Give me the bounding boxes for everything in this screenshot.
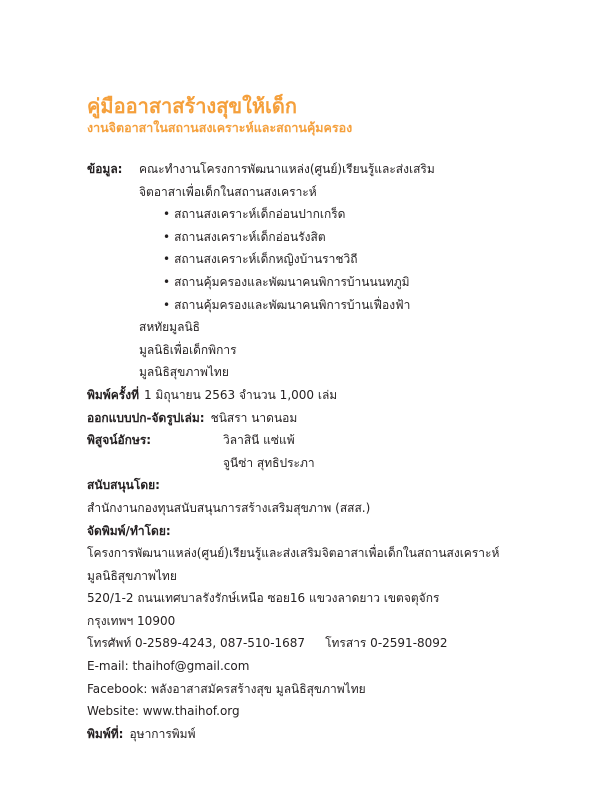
print-edition-row — [87, 384, 587, 407]
print-edition-value: 1 มิถุนายน 2563 จำนวน 1,000 เล่ม — [143, 387, 338, 402]
publisher-email: E-mail: thaihof@gmail.com — [87, 659, 250, 674]
publisher-label: จัดพิมพ์/ทำโดย: — [87, 523, 171, 538]
proofread-name-2: จูนีซ่า สุทธิประภา — [223, 455, 315, 470]
info-line-2: จิตอาสาเพื่อเด็กในสถานสงเคราะห์ — [139, 184, 317, 199]
bullet-item: • สถานสงเคราะห์เด็กอ่อนปากเกร็ด — [163, 203, 345, 226]
printer-label: พิมพ์ที่: — [87, 726, 124, 741]
bullet-item: • สถานคุ้มครองและพัฒนาคนพิการบ้านเฟื่องฟ้า — [163, 294, 410, 317]
publisher-phone: โทรศัพท์ 0-2589-4243, 087-510-1687 — [87, 636, 306, 651]
sponsor-value: สำนักงานกองทุนสนับสนุนการสร้างเสริมสุขภาพ (สสส.) — [87, 500, 371, 515]
design-value: ชนิสรา นาดนอม — [210, 410, 298, 425]
bullet-item: • สถานสงเคราะห์เด็กหญิงบ้านราชวิถี — [163, 248, 358, 271]
publisher-website: Website: www.thaihof.org — [87, 704, 240, 719]
proofread-label: พิสูจน์อักษร: — [87, 433, 152, 448]
org-item: สหทัยมูลนิธิ — [139, 320, 200, 335]
proofread-row — [87, 429, 587, 452]
org-item: มูลนิธิเพื่อเด็กพิการ — [139, 342, 237, 357]
proofread-name-1: วิลาสินี แซ่แพ้ — [223, 433, 295, 448]
org-item: มูลนิธิสุขภาพไทย — [139, 365, 229, 380]
design-row — [87, 407, 587, 430]
publisher-fax: โทรสาร 0-2591-8092 — [325, 636, 448, 651]
publisher-address-2: กรุงเทพฯ 10900 — [87, 613, 176, 628]
printer-value: อุษาการพิมพ์ — [129, 726, 196, 741]
colophon-page — [87, 94, 587, 745]
info-section — [87, 158, 587, 745]
book-subtitle: งานจิตอาสาในสถานสงเคราะห์และสถานคุ้มครอง — [87, 120, 353, 135]
design-label: ออกแบบปก-จัดรูปเล่ม: — [87, 410, 205, 425]
bullet-item: • สถานคุ้มครองและพัฒนาคนพิการบ้านนนทภูมิ — [163, 271, 410, 294]
publisher-line-1: โครงการพัฒนาแหล่ง(ศูนย์)เรียนรู้และส่งเสริมจิตอาสาเพื่อเด็กในสถานสงเคราะห์ — [87, 546, 500, 561]
publisher-facebook: Facebook: พลังอาสาสมัครสร้างสุข มูลนิธิสุขภาพไทย — [87, 681, 366, 696]
book-title: คู่มืออาสาสร้างสุขให้เด็ก — [87, 94, 297, 118]
info-label: ข้อมูล: — [87, 162, 123, 176]
publisher-address-1: 520/1-2 ถนนเทศบาลรังรักษ์เหนือ ซอย16 แขวงลาดยาว เขตจตุจักร — [87, 591, 440, 606]
print-edition-label: พิมพ์ครั้งที่ — [87, 387, 139, 402]
publisher-line-2: มูลนิธิสุขภาพไทย — [87, 568, 177, 583]
sponsor-label: สนับสนุนโดย: — [87, 478, 160, 493]
info-line-1: คณะทำงานโครงการพัฒนาแหล่ง(ศูนย์)เรียนรู้และส่งเสริม — [139, 162, 435, 176]
bullet-item: • สถานสงเคราะห์เด็กอ่อนรังสิต — [163, 226, 326, 249]
